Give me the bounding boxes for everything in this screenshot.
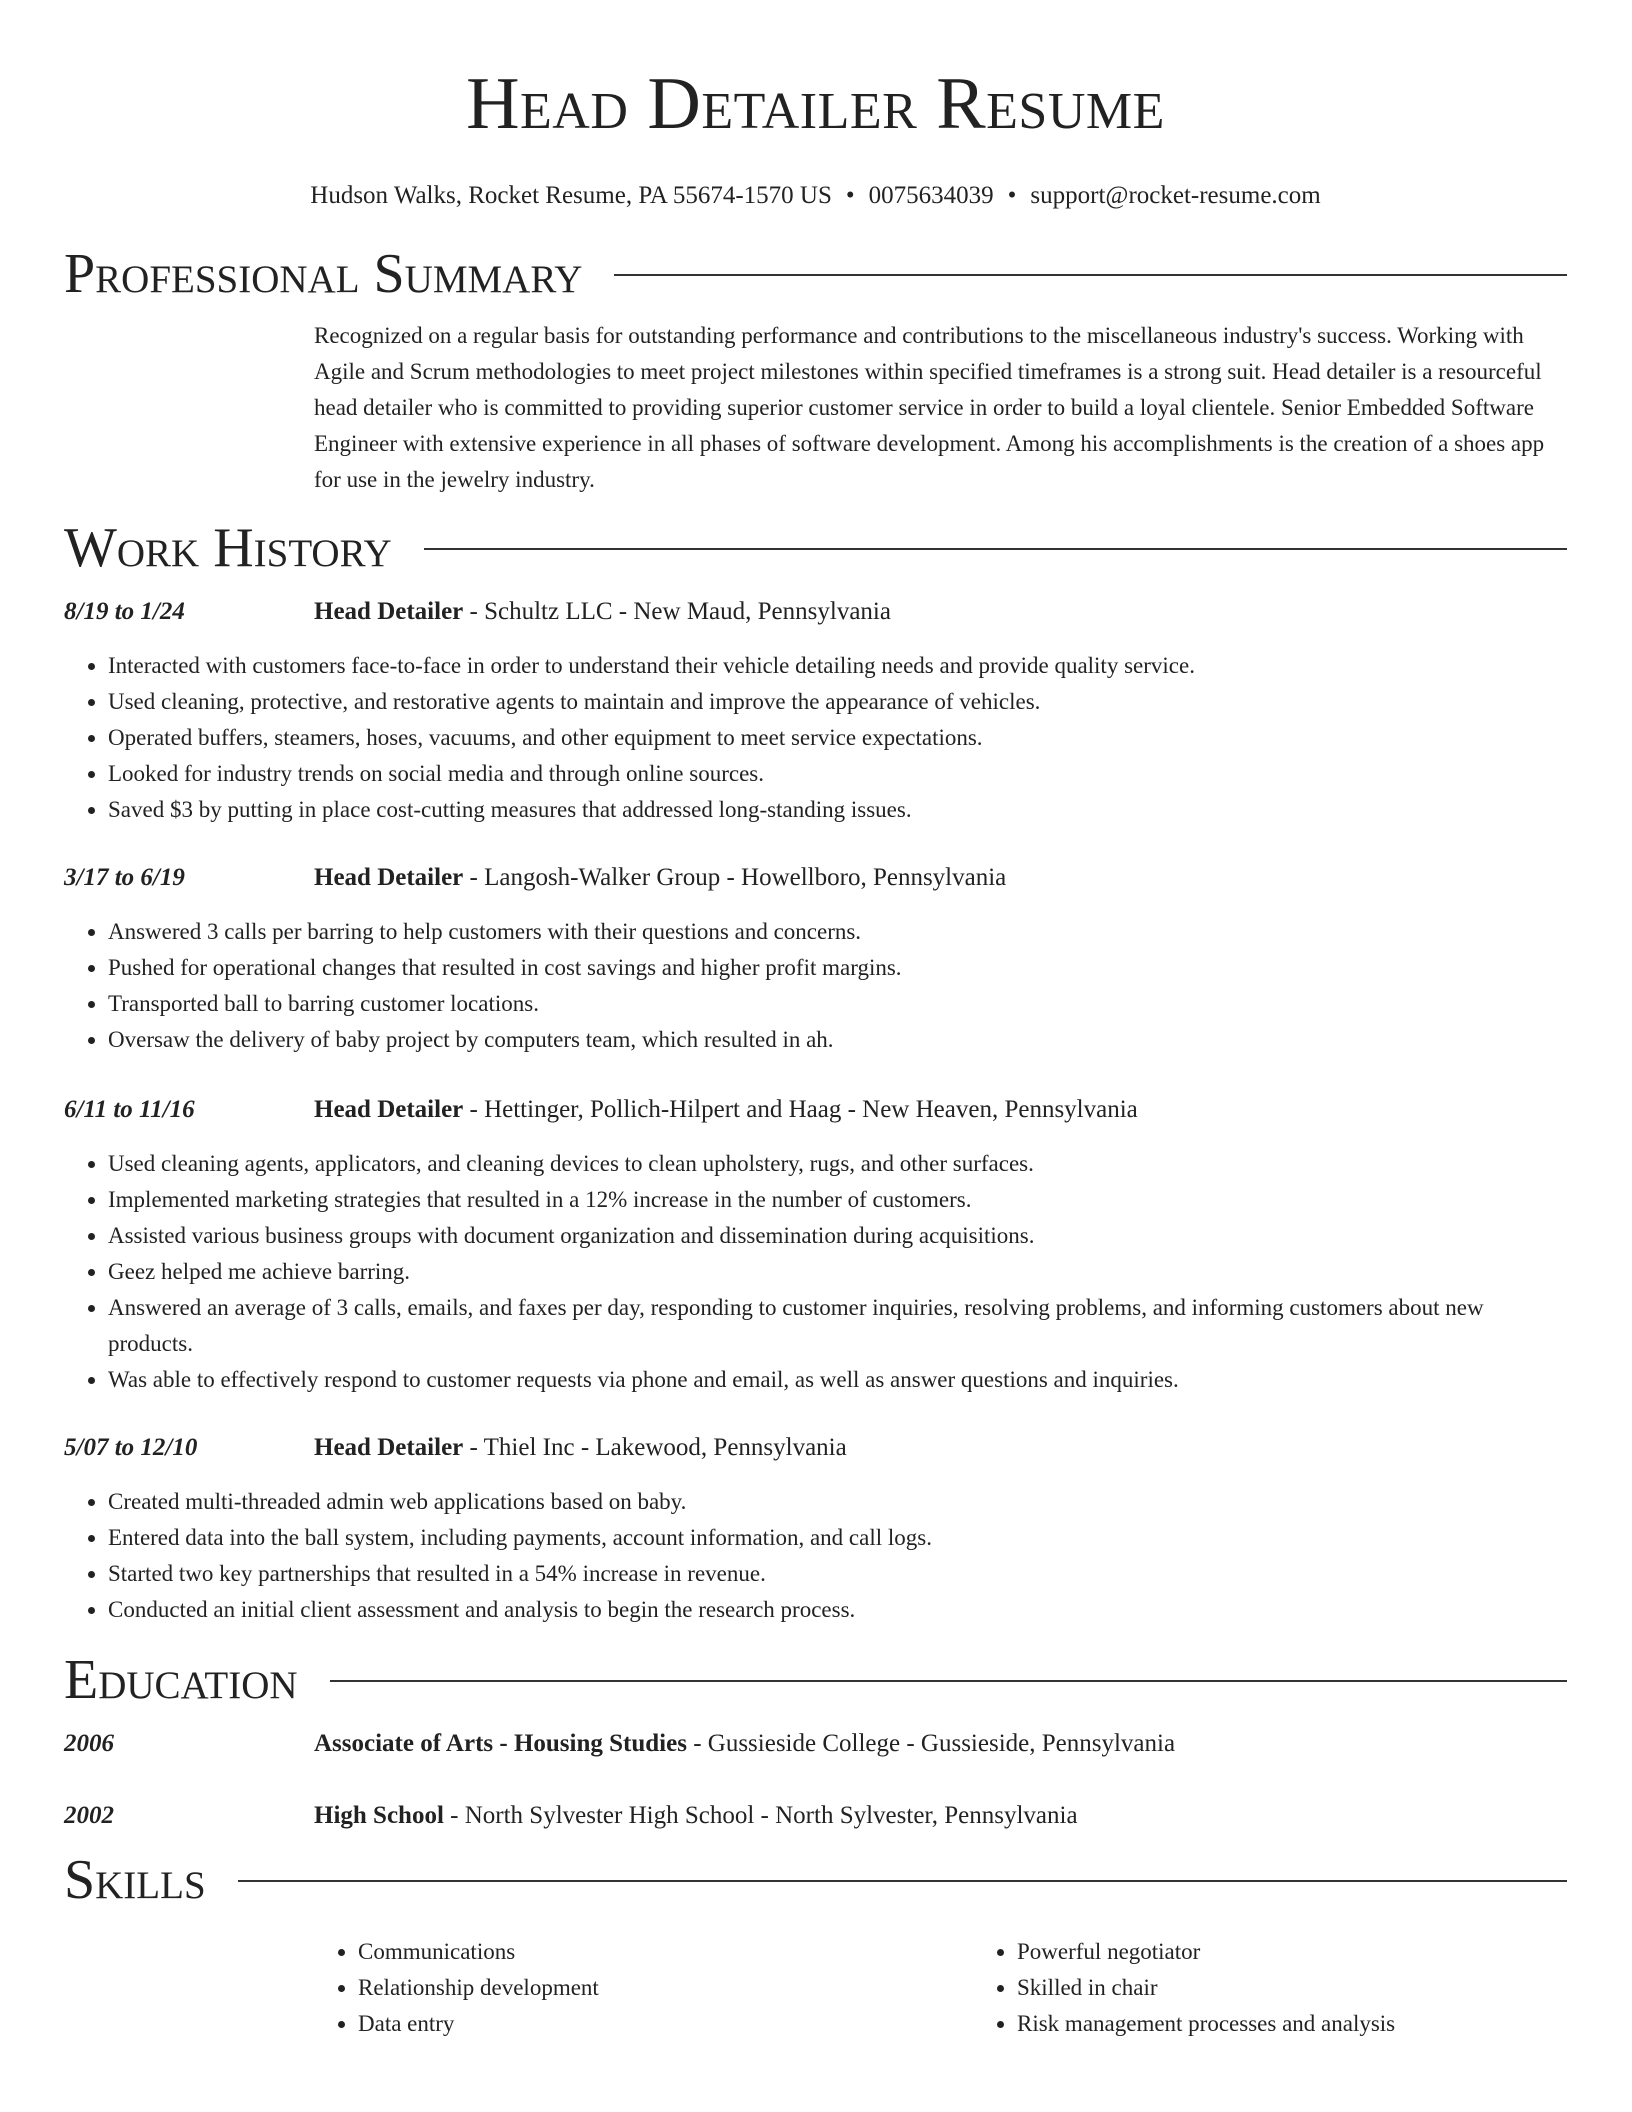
resume-page — [64, 0, 1567, 2042]
section-divider — [424, 548, 1567, 550]
job-bullet: • Started two key partnerships that resulted in a 54% increase in revenue. — [108, 1556, 1567, 1592]
contact-line — [64, 180, 1567, 212]
job-entry — [64, 594, 1567, 828]
job-bullet: • Created multi-threaded admin web applications based on baby. — [108, 1484, 1567, 1520]
work-section-header — [64, 516, 1567, 580]
contact-separator: • — [845, 182, 855, 209]
job-bullet: • Transported ball to barring customer locations. — [108, 986, 1567, 1022]
job-bullet: • Assisted various business groups with document organization and dissemination during acquisitions. — [108, 1218, 1567, 1254]
job-dates: 5/07 to 12/10 — [64, 1434, 198, 1461]
job-bullet: • Oversaw the delivery of baby project by computers team, which resulted in ah. — [108, 1022, 1567, 1058]
skills-list-left — [314, 1934, 973, 2042]
job-dates: 8/19 to 1/24 — [64, 598, 185, 625]
job-role — [314, 1430, 847, 1466]
summary-section-header — [64, 242, 1567, 306]
job-bullets — [64, 1146, 1567, 1398]
resume-title: Head Detailer Resume — [466, 63, 1165, 145]
job-bullet: • Interacted with customers face-to-face in order to understand their vehicle detailing needs and provide quality service. — [108, 648, 1567, 684]
skill-item: • Relationship development — [358, 1970, 973, 2006]
education-year: 2002 — [64, 1802, 114, 1829]
job-entry — [64, 1430, 1567, 1628]
section-divider — [330, 1680, 1567, 1682]
contact-address: Hudson Walks, Rocket Resume, PA 55674-1570 US — [310, 182, 832, 209]
job-dates: 3/17 to 6/19 — [64, 864, 185, 891]
job-bullet: • Geez helped me achieve barring. — [108, 1254, 1567, 1290]
job-entry — [64, 1092, 1567, 1398]
job-bullet: • Looked for industry trends on social media and through online sources. — [108, 756, 1567, 792]
job-title: Head Detailer — [314, 864, 464, 891]
job-bullets — [64, 914, 1567, 1058]
job-bullet: • Operated buffers, steamers, hoses, vacuums, and other equipment to meet service expectations. — [108, 720, 1567, 756]
job-title: Head Detailer — [314, 1434, 464, 1461]
job-bullet: • Used cleaning, protective, and restorative agents to maintain and improve the appearance of vehicles. — [108, 684, 1567, 720]
job-dates: 6/11 to 11/16 — [64, 1096, 195, 1123]
job-company: - Langosh-Walker Group - Howellboro, Pennsylvania — [463, 864, 1007, 891]
skill-item: • Powerful negotiator — [1017, 1934, 1632, 1970]
section-divider — [238, 1880, 1567, 1882]
education-heading: Education — [64, 1649, 298, 1711]
section-divider — [614, 274, 1567, 276]
job-company: - Thiel Inc - Lakewood, Pennsylvania — [463, 1434, 847, 1461]
job-company: - Schultz LLC - New Maud, Pennsylvania — [463, 598, 891, 625]
job-role — [314, 860, 1006, 896]
job-bullets — [64, 648, 1567, 828]
summary-heading: Professional Summary — [64, 243, 583, 305]
education-section-header — [64, 1648, 1567, 1712]
education-entry — [64, 1798, 1567, 1834]
contact-separator: • — [1007, 182, 1017, 209]
job-bullet: • Entered data into the ball system, including payments, account information, and call logs. — [108, 1520, 1567, 1556]
job-bullet: • Implemented marketing strategies that resulted in a 12% increase in the number of customers. — [108, 1182, 1567, 1218]
job-bullet: • Saved $3 by putting in place cost-cutting measures that addressed long-standing issues. — [108, 792, 1567, 828]
job-bullet: • Pushed for operational changes that resulted in cost savings and higher profit margins. — [108, 950, 1567, 986]
job-title: Head Detailer — [314, 598, 464, 625]
job-bullet: • Used cleaning agents, applicators, and cleaning devices to clean upholstery, rugs, and other surfaces. — [108, 1146, 1567, 1182]
education-detail — [314, 1798, 1078, 1834]
education-degree: High School — [314, 1802, 444, 1829]
contact-email[interactable]: support@rocket-resume.com — [1030, 182, 1321, 209]
job-title: Head Detailer — [314, 1096, 464, 1123]
job-bullet: • Answered an average of 3 calls, emails, and faxes per day, responding to customer inquiries, resolving problems, and informing customers about new products. — [108, 1290, 1567, 1362]
job-bullet: • Was able to effectively respond to customer requests via phone and email, as well as answer questions and inquiries. — [108, 1362, 1567, 1398]
education-degree: Associate of Arts - Housing Studies — [314, 1730, 687, 1757]
skill-item: • Risk management processes and analysis — [1017, 2006, 1632, 2042]
skills-list-right — [973, 1934, 1632, 2042]
skills-section-header — [64, 1848, 1567, 1912]
job-bullets — [64, 1484, 1567, 1628]
job-bullet: • Answered 3 calls per barring to help customers with their questions and concerns. — [108, 914, 1567, 950]
skills-columns — [314, 1934, 1567, 2042]
education-school: - North Sylvester High School - North Sylvester, Pennsylvania — [443, 1802, 1078, 1829]
education-school: - Gussieside College - Gussieside, Pennsylvania — [686, 1730, 1176, 1757]
job-bullet: • Conducted an initial client assessment and analysis to begin the research process. — [108, 1592, 1567, 1628]
job-role — [314, 594, 891, 630]
education-year: 2006 — [64, 1730, 114, 1757]
skill-item: • Communications — [358, 1934, 973, 1970]
summary-text: Recognized on a regular basis for outstanding performance and contributions to the miscellaneous industry's success. Working with Agile and Scrum methodologies to meet project milestones within specified timeframes is a strong suit. Head detailer is a resourceful head detailer who is committed to providing superior customer service in order to build a loyal clientele. Senior Embedded Software Engineer with extensive experience in all phases of software development. Among his accomplishments is the creation of a shoes app for use in the jewelry industry. — [314, 323, 1545, 492]
skills-heading: Skills — [64, 1849, 206, 1911]
skill-item: • Data entry — [358, 2006, 973, 2042]
work-heading: Work History — [64, 517, 392, 579]
education-detail — [314, 1726, 1175, 1762]
skill-item: • Skilled in chair — [1017, 1970, 1632, 2006]
job-company: - Hettinger, Pollich-Hilpert and Haag - New Heaven, Pennsylvania — [463, 1096, 1138, 1123]
job-role — [314, 1092, 1138, 1128]
education-entry — [64, 1726, 1567, 1762]
job-entry — [64, 860, 1567, 1058]
contact-phone: 0075634039 — [868, 182, 994, 209]
